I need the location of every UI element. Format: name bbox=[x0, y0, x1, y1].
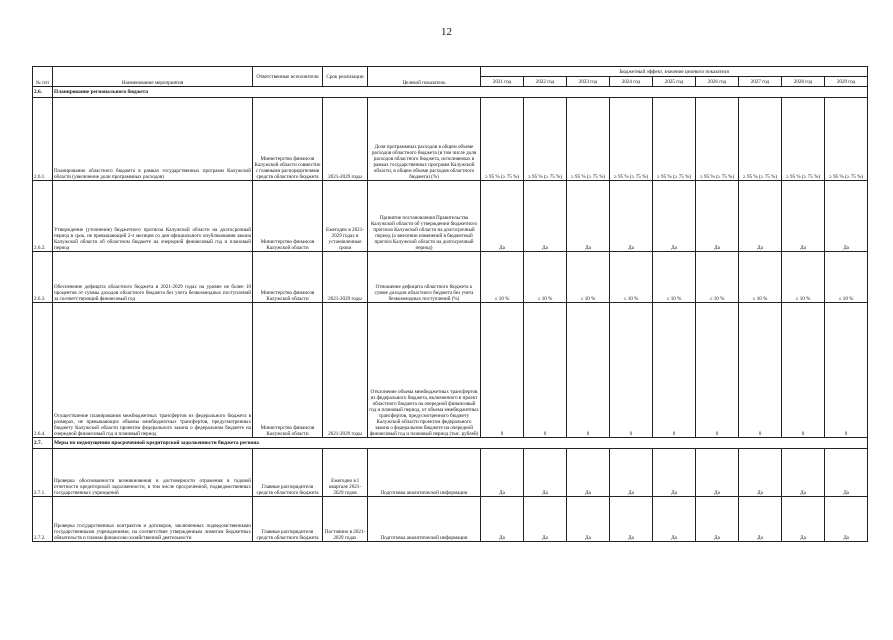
header-year: 2028 год bbox=[782, 77, 825, 87]
header-year: 2025 год bbox=[653, 77, 696, 87]
measure-responsible: Министерство финансов Калужской области bbox=[253, 181, 323, 252]
year-value: Да bbox=[567, 181, 610, 252]
year-value: ≥ 95 % (≥ 75 %) bbox=[653, 98, 696, 181]
year-value: 0 bbox=[481, 303, 524, 438]
year-value: Да bbox=[567, 497, 610, 542]
header-year: 2024 год bbox=[610, 77, 653, 87]
header-year: 2027 год bbox=[739, 77, 782, 87]
header-responsible: Ответственные исполнители bbox=[253, 67, 323, 87]
year-value: Да bbox=[782, 181, 825, 252]
measure-number: 2.6.1. bbox=[33, 98, 53, 181]
year-value: 0 bbox=[739, 303, 782, 438]
year-value: ≤ 10 % bbox=[610, 252, 653, 303]
measure-row bbox=[33, 449, 868, 497]
year-value: 0 bbox=[610, 303, 653, 438]
measures-table bbox=[32, 66, 868, 542]
measure-term: 2021-2029 годы bbox=[323, 98, 368, 181]
measure-term: 2021-2029 годы bbox=[323, 252, 368, 303]
year-value: ≤ 10 % bbox=[825, 252, 868, 303]
year-value: Да bbox=[696, 181, 739, 252]
year-value: Да bbox=[481, 449, 524, 497]
year-value: 0 bbox=[825, 303, 868, 438]
measure-name: Проверка государственных контрактов и договоров, заключенных подведомственными государственными учреждениями, на соответствие утвержденным лимитам бюджетных обязательств и планам финансово-хозяйственной деятельности bbox=[53, 497, 253, 542]
year-value: ≤ 10 % bbox=[653, 252, 696, 303]
measure-number: 2.7.2. bbox=[33, 497, 53, 542]
year-value: Да bbox=[653, 449, 696, 497]
year-value: ≥ 95 % (≥ 75 %) bbox=[524, 98, 567, 181]
year-value: 0 bbox=[653, 303, 696, 438]
header-indicator: Целевой показатель bbox=[368, 67, 481, 87]
header-year: 2022 год bbox=[524, 77, 567, 87]
header-year: 2026 год bbox=[696, 77, 739, 87]
year-value: Да bbox=[610, 449, 653, 497]
measure-responsible: Главные распорядители средств областного бюджета bbox=[253, 449, 323, 497]
page-number: 12 bbox=[441, 26, 452, 38]
year-value: Да bbox=[481, 497, 524, 542]
header-row bbox=[33, 67, 868, 77]
year-value: Да bbox=[567, 449, 610, 497]
measure-row bbox=[33, 497, 868, 542]
year-value: ≥ 95 % (≥ 75 %) bbox=[739, 98, 782, 181]
measure-responsible: Министерство финансов Калужской области совместно с главными распорядителями средств областного бюджета bbox=[253, 98, 323, 181]
year-value: Да bbox=[610, 181, 653, 252]
year-value: Да bbox=[825, 449, 868, 497]
year-value: Да bbox=[481, 181, 524, 252]
section-row bbox=[33, 87, 868, 98]
year-value: ≥ 95 % (≥ 75 %) bbox=[696, 98, 739, 181]
measure-indicator: Доля программных расходов в общем объеме расходов областного бюджета (в том числе доля расходов областного бюджета, исполняемых в рамках государственных программ Калужской области, в общем объеме расходов областного бюджета) (%) bbox=[368, 98, 481, 181]
year-value: ≥ 95 % (≥ 75 %) bbox=[481, 98, 524, 181]
header-year: 2023 год bbox=[567, 77, 610, 87]
year-value: Да bbox=[739, 497, 782, 542]
measure-row bbox=[33, 181, 868, 252]
measure-number: 2.6.3. bbox=[33, 252, 53, 303]
year-value: 0 bbox=[524, 303, 567, 438]
measure-term: Ежегодно в 2021-2029 годах в установленные сроки bbox=[323, 181, 368, 252]
measure-name: Утверждение (уточнение) бюджетного прогноза Калужской области на долгосрочный период в срок, не превышающий 2-х месяцев со дня официального опубликования закона Калужской области об областном бюджете на очередной финансовый год и плановый период bbox=[53, 181, 253, 252]
measure-row bbox=[33, 98, 868, 181]
measure-name: Обеспечение дефицита областного бюджета в 2021-2029 годах на уровне не более 10 процентов от суммы доходов областного бюджета без учета безвозмездных поступлений за соответствующий финансовый год bbox=[53, 252, 253, 303]
year-value: ≥ 95 % (≥ 75 %) bbox=[610, 98, 653, 181]
measure-responsible: Министерство финансов Калужской области bbox=[253, 303, 323, 438]
year-value: 0 bbox=[567, 303, 610, 438]
measure-row bbox=[33, 252, 868, 303]
measure-number: 2.6.4. bbox=[33, 303, 53, 438]
year-value: 0 bbox=[696, 303, 739, 438]
section-number: 2.6. bbox=[33, 87, 53, 98]
year-value: Да bbox=[524, 449, 567, 497]
year-value: Да bbox=[739, 181, 782, 252]
measure-indicator: Подготовка аналитической информации bbox=[368, 497, 481, 542]
measure-term: Ежегодно в I квартале 2021-2029 годов bbox=[323, 449, 368, 497]
measure-indicator: Отклонение объема межбюджетных трансфертов из федерального бюджета, включенного в проект областного бюджета на очередной финансовый год и плановый период, от объема межбюджетных трансфертов, предусмотренного бюджету Калужской области проектом федерального закона о федеральном бюджете на очередной финансовый год и плановый период (тыс. рублей) bbox=[368, 303, 481, 438]
measure-name: Осуществление планирования межбюджетных трансфертов из федерального бюджета в размерах, не превышающих объемы межбюджетных трансфертов, предусмотренных бюджету Калужской области проектом федерального закона о федеральном бюджете на очередной финансовый год и плановый период bbox=[53, 303, 253, 438]
year-value: Да bbox=[524, 181, 567, 252]
year-value: ≤ 10 % bbox=[481, 252, 524, 303]
header-year: 2029 год bbox=[825, 77, 868, 87]
year-value: Да bbox=[825, 181, 868, 252]
section-row bbox=[33, 438, 868, 449]
year-value: Да bbox=[610, 497, 653, 542]
header-budget-effect: Бюджетный эффект, значение целевого показателя bbox=[481, 67, 868, 77]
year-value: Да bbox=[782, 449, 825, 497]
year-value: ≥ 95 % (≥ 75 %) bbox=[825, 98, 868, 181]
year-value: ≤ 10 % bbox=[524, 252, 567, 303]
year-value: Да bbox=[653, 497, 696, 542]
measure-term: Постоянно в 2021-2029 годах bbox=[323, 497, 368, 542]
section-number: 2.7. bbox=[33, 438, 53, 449]
year-value: 0 bbox=[782, 303, 825, 438]
measure-indicator: Отношение дефицита областного бюджета к сумме доходов областного бюджета без учета безвозмездных поступлений (%) bbox=[368, 252, 481, 303]
year-value: Да bbox=[524, 497, 567, 542]
year-value: ≤ 10 % bbox=[739, 252, 782, 303]
measure-indicator: Подготовка аналитической информации bbox=[368, 449, 481, 497]
section-title: Планирование регионального бюджета bbox=[53, 87, 868, 98]
section-title: Меры по недопущению просроченной кредиторской задолженности бюджета региона bbox=[53, 438, 868, 449]
year-value: ≤ 10 % bbox=[782, 252, 825, 303]
year-value: ≤ 10 % bbox=[696, 252, 739, 303]
year-value: Да bbox=[696, 497, 739, 542]
year-value: Да bbox=[739, 449, 782, 497]
year-value: Да bbox=[653, 181, 696, 252]
measure-responsible: Министерство финансов Калужской области bbox=[253, 252, 323, 303]
year-value: ≥ 95 % (≥ 75 %) bbox=[567, 98, 610, 181]
measure-indicator: Принятие постановления Правительства Калужской области об утверждении бюджетного прогноза Калужской области на долгосрочный период (о внесении изменений в бюджетный прогноз Калужской области на долгосрочный период) bbox=[368, 181, 481, 252]
header-term: Срок реализации bbox=[323, 67, 368, 87]
year-value: ≤ 10 % bbox=[567, 252, 610, 303]
measure-number: 2.7.1. bbox=[33, 449, 53, 497]
header-year: 2021 год bbox=[481, 77, 524, 87]
measure-number: 2.6.2. bbox=[33, 181, 53, 252]
measure-row bbox=[33, 303, 868, 438]
header-num: № п/п bbox=[33, 67, 53, 87]
header-name: Наименование мероприятия bbox=[53, 67, 253, 87]
measure-term: 2021-2029 годы bbox=[323, 303, 368, 438]
year-value: Да bbox=[782, 497, 825, 542]
year-value: Да bbox=[825, 497, 868, 542]
measure-name: Проверка обоснованности возникновения и достоверности отражения в годовой отчетности кредиторской задолженности, в том числе просроченной, подведомственных государственных учреждений bbox=[53, 449, 253, 497]
year-value: ≥ 95 % (≥ 75 %) bbox=[782, 98, 825, 181]
year-value: Да bbox=[696, 449, 739, 497]
measure-responsible: Главные распорядители средств областного бюджета bbox=[253, 497, 323, 542]
measure-name: Планирование областного бюджета в рамках государственных программ Калужской области (увеличение доли программных расходов) bbox=[53, 98, 253, 181]
